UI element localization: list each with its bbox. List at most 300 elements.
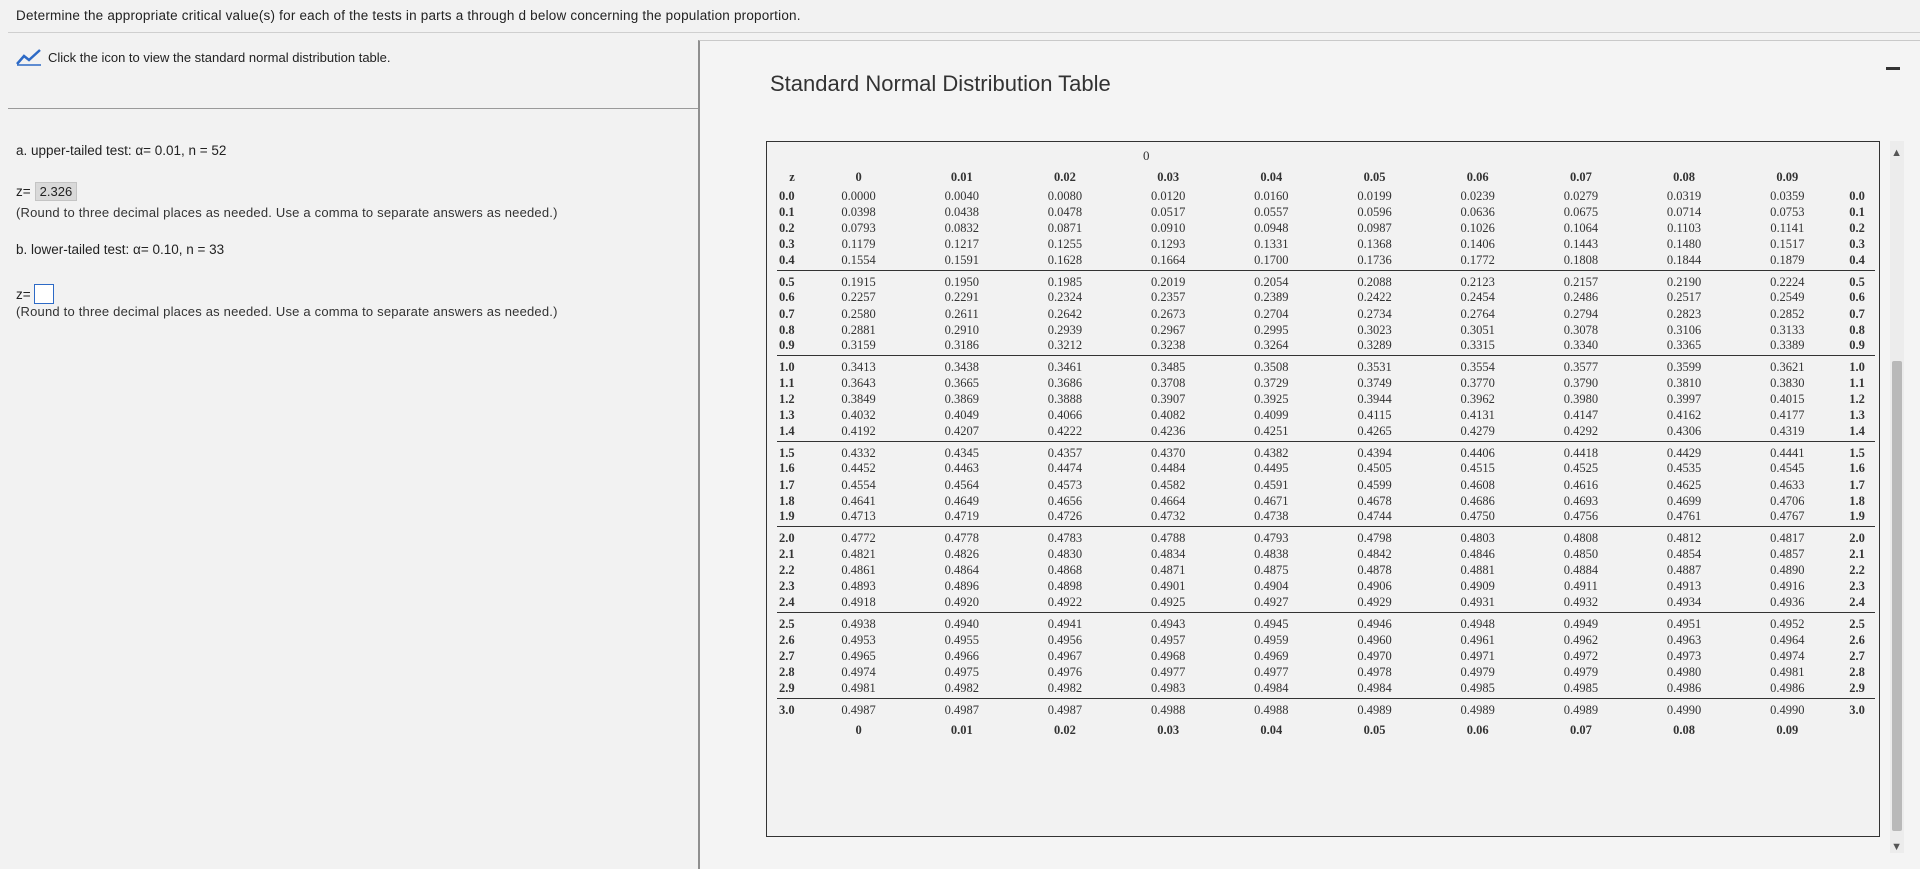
table-row xyxy=(777,204,1875,220)
table-cell: 0.0199 xyxy=(1357,188,1392,203)
table-cell: 0.4974 xyxy=(1770,648,1805,663)
part-a-answer xyxy=(16,182,77,201)
table-cell: 0.1950 xyxy=(944,274,979,289)
table-cell: 0.4608 xyxy=(1460,477,1495,492)
divider xyxy=(8,108,698,109)
table-row xyxy=(777,632,1875,648)
table-cell: 0.4032 xyxy=(841,408,876,423)
row-z-label: 1.0 xyxy=(779,360,795,375)
table-cell: 0.3810 xyxy=(1666,375,1702,390)
column-footer: 0.02 xyxy=(1054,723,1076,738)
table-cell: 0.4978 xyxy=(1357,664,1392,679)
table-cell: 0.4834 xyxy=(1150,547,1186,562)
row-z-label-right: 2.6 xyxy=(1849,632,1865,647)
column-header: 0.07 xyxy=(1569,169,1592,184)
table-cell: 0.0675 xyxy=(1563,204,1599,219)
table-cell: 0.3159 xyxy=(807,338,910,356)
scroll-up-arrow-icon[interactable]: ▲ xyxy=(1891,147,1902,159)
table-cell: 0.4251 xyxy=(1220,424,1323,442)
table-cell: 0.4761 xyxy=(1633,509,1736,527)
table-cell: 0.4938 xyxy=(841,617,876,631)
row-z-label: 0.1 xyxy=(779,204,795,219)
table-cell: 0.2611 xyxy=(944,306,979,321)
table-cell: 0.4706 xyxy=(1770,493,1805,508)
table-cell: 0.2939 xyxy=(1047,322,1083,337)
table-cell: 0.1331 xyxy=(1254,237,1289,252)
table-cell: 0.4864 xyxy=(944,563,979,578)
table-cell: 0.4986 xyxy=(1633,681,1736,699)
part-b-label: b. lower-tailed test: α= 0.10, n = 33 xyxy=(16,242,225,257)
part-a-answer-field[interactable]: 2.326 xyxy=(35,182,78,201)
row-z-label-right: 3.0 xyxy=(1849,702,1865,717)
row-z-label: 0.3 xyxy=(779,237,795,252)
row-z-label-right: 0.9 xyxy=(1839,338,1875,356)
table-cell: 0.4927 xyxy=(1220,595,1323,613)
table-cell: 0.3790 xyxy=(1563,375,1599,390)
table-cell: 0.4896 xyxy=(944,579,979,594)
table-cell: 0.3907 xyxy=(1150,392,1186,407)
row-z-label: 2.6 xyxy=(779,632,795,647)
table-row xyxy=(777,290,1875,306)
table-cell: 0.4484 xyxy=(1150,461,1186,476)
table-cell: 0.3643 xyxy=(841,375,876,390)
table-cell: 0.4963 xyxy=(1666,632,1702,647)
table-cell: 0.3962 xyxy=(1460,392,1495,407)
table-cell: 0.1103 xyxy=(1667,220,1702,235)
row-z-label-right: 0.6 xyxy=(1849,290,1865,305)
table-cell: 0.4452 xyxy=(841,461,876,476)
table-cell: 0.3686 xyxy=(1047,375,1083,390)
table-row xyxy=(777,237,1875,253)
table-cell: 0.4846 xyxy=(1460,547,1495,562)
table-cell: 0.0832 xyxy=(944,220,979,235)
table-cell: 0.0478 xyxy=(1047,204,1083,219)
table-row xyxy=(777,595,1875,613)
table-cell: 0.4973 xyxy=(1666,648,1702,663)
table-cell: 0.4983 xyxy=(1117,681,1220,699)
table-cell: 0.4495 xyxy=(1254,461,1289,476)
table-cell: 0.3531 xyxy=(1357,360,1392,375)
table-cell: 0.2357 xyxy=(1150,290,1186,305)
row-z-label: 1.2 xyxy=(779,392,795,407)
table-cell: 0.3944 xyxy=(1357,392,1392,407)
table-cell: 0.4798 xyxy=(1357,531,1392,546)
table-cell: 0.4982 xyxy=(910,681,1013,699)
table-cell: 0.0279 xyxy=(1563,188,1599,203)
row-z-label: 0.2 xyxy=(779,220,795,235)
table-cell: 0.4515 xyxy=(1460,461,1495,476)
table-cell: 0.4977 xyxy=(1150,664,1186,679)
table-cell: 0.4943 xyxy=(1150,617,1186,631)
table-cell: 0.4441 xyxy=(1770,445,1805,460)
row-z-label: 1.6 xyxy=(779,461,795,476)
table-cell: 0.4535 xyxy=(1666,461,1702,476)
row-z-label-right: 0.0 xyxy=(1849,188,1865,203)
table-cell: 0.0910 xyxy=(1150,220,1186,235)
view-table-link-text[interactable]: Click the icon to view the standard normal distribution table. xyxy=(48,49,391,65)
table-cell: 0.4913 xyxy=(1666,579,1702,594)
table-cell: 0.2852 xyxy=(1770,306,1805,321)
table-cell: 0.3438 xyxy=(944,360,979,375)
table-cell: 0.4931 xyxy=(1426,595,1529,613)
table-cell: 0.3051 xyxy=(1460,322,1495,337)
table-cell: 0.4554 xyxy=(841,477,876,492)
table-cell: 0.0160 xyxy=(1254,188,1289,203)
row-z-label-right: 1.5 xyxy=(1849,445,1865,460)
table-cell: 0.4920 xyxy=(910,595,1013,613)
table-cell: 0.4678 xyxy=(1357,493,1392,508)
table-cell: 0.0871 xyxy=(1047,220,1083,235)
row-z-label-right: 1.6 xyxy=(1849,461,1865,476)
table-row xyxy=(777,681,1875,699)
row-z-label: 2.3 xyxy=(779,579,795,594)
table-row xyxy=(777,306,1875,322)
table-cell: 0.4893 xyxy=(841,579,876,594)
z-table-header xyxy=(777,166,1875,188)
table-cell: 0.4207 xyxy=(910,424,1013,442)
table-cell: 0.2054 xyxy=(1254,274,1289,289)
table-cell: 0.4989 xyxy=(1357,702,1392,717)
table-cell: 0.4906 xyxy=(1357,579,1392,594)
table-cell: 0.4916 xyxy=(1770,579,1805,594)
table-row xyxy=(777,253,1875,271)
table-cell: 0.4945 xyxy=(1254,617,1289,631)
table-cell: 0.4744 xyxy=(1323,509,1426,527)
table-cell: 0.3577 xyxy=(1563,360,1599,375)
table-row xyxy=(777,527,1875,547)
row-z-label-right: 0.4 xyxy=(1839,253,1875,271)
table-cell: 0.4909 xyxy=(1460,579,1495,594)
part-b-answer-input[interactable] xyxy=(34,284,54,304)
table-cell: 0.4406 xyxy=(1460,445,1495,460)
table-row xyxy=(777,698,1875,718)
table-cell: 0.4738 xyxy=(1220,509,1323,527)
table-cell: 0.4803 xyxy=(1460,531,1495,546)
table-row xyxy=(777,322,1875,338)
table-cell: 0.0438 xyxy=(944,204,979,219)
table-cell: 0.2967 xyxy=(1150,322,1186,337)
table-cell: 0.1591 xyxy=(910,253,1013,271)
table-cell: 0.2673 xyxy=(1150,306,1186,321)
table-cell: 0.1628 xyxy=(1013,253,1116,271)
table-cell: 0.4941 xyxy=(1047,617,1083,631)
row-z-label-right: 2.8 xyxy=(1849,664,1865,679)
table-cell: 0.4981 xyxy=(1770,664,1805,679)
table-cell: 0.4177 xyxy=(1770,408,1805,423)
table-cell: 0.3133 xyxy=(1770,322,1805,337)
table-cell: 0.4946 xyxy=(1357,617,1392,631)
table-cell: 0.4989 xyxy=(1460,702,1495,717)
table-cell: 0.3665 xyxy=(944,375,979,390)
table-cell: 0.4957 xyxy=(1150,632,1186,647)
row-z-label: 2.5 xyxy=(779,617,795,631)
table-cell: 0.4987 xyxy=(944,702,979,717)
column-footer: 0 xyxy=(855,723,862,738)
table-cell: 0.3997 xyxy=(1666,392,1702,407)
table-cell: 0.0793 xyxy=(841,220,876,235)
table-row xyxy=(777,579,1875,595)
table-cell: 0.4850 xyxy=(1563,547,1599,562)
table-cell: 0.2910 xyxy=(944,322,979,337)
table-cell: 0.0517 xyxy=(1150,204,1186,219)
row-z-label-right: 1.7 xyxy=(1849,477,1865,492)
column-footer: 0.01 xyxy=(950,723,973,738)
scroll-down-arrow-icon[interactable]: ▼ xyxy=(1891,841,1902,853)
table-cell: 0.4382 xyxy=(1254,445,1289,460)
table-cell: 0.2019 xyxy=(1150,274,1186,289)
view-table-link[interactable] xyxy=(16,48,391,66)
table-row xyxy=(777,563,1875,579)
table-cell: 0.1480 xyxy=(1666,237,1702,252)
table-cell: 0.3264 xyxy=(1220,338,1323,356)
column-header: 0.08 xyxy=(1673,169,1696,184)
table-cell: 0.2190 xyxy=(1666,274,1702,289)
minimize-button[interactable] xyxy=(1886,67,1900,70)
table-cell: 0.1368 xyxy=(1357,237,1392,252)
table-cell: 0.4582 xyxy=(1150,477,1186,492)
dialog-title: Standard Normal Distribution Table xyxy=(770,71,1111,96)
table-cell: 0.4971 xyxy=(1460,648,1495,663)
table-cell: 0.4940 xyxy=(944,617,979,631)
table-cell: 0.3869 xyxy=(944,392,979,407)
table-cell: 0.4842 xyxy=(1357,547,1392,562)
table-cell: 0.2157 xyxy=(1563,274,1599,289)
table-cell: 0.4292 xyxy=(1529,424,1632,442)
row-z-label-right: 0.2 xyxy=(1849,220,1865,235)
part-b-note: (Round to three decimal places as needed. Use a comma to separate answers as needed.) xyxy=(16,304,558,319)
column-header-spacer xyxy=(1839,166,1875,188)
table-cell: 0.0398 xyxy=(841,204,876,219)
row-z-label-right: 1.3 xyxy=(1849,408,1865,423)
table-cell: 0.4901 xyxy=(1150,579,1186,594)
column-footer: 0.03 xyxy=(1157,723,1180,738)
table-cell: 0.4147 xyxy=(1563,408,1599,423)
table-cell: 0.4545 xyxy=(1770,461,1805,476)
table-cell: 0.1772 xyxy=(1426,253,1529,271)
row-z-label-right: 1.0 xyxy=(1849,360,1865,375)
table-cell: 0.4959 xyxy=(1254,632,1289,647)
column-header: 0.02 xyxy=(1054,169,1076,184)
table-cell: 0.4974 xyxy=(841,664,876,679)
table-row xyxy=(777,375,1875,391)
table-cell: 0.4980 xyxy=(1666,664,1702,679)
row-z-label: 2.7 xyxy=(779,648,795,663)
table-cell: 0.4332 xyxy=(841,445,876,460)
table-cell: 0.4222 xyxy=(1013,424,1116,442)
table-cell: 0.3389 xyxy=(1736,338,1839,356)
diagram-zero-label: 0 xyxy=(1143,148,1150,163)
table-cell: 0.2734 xyxy=(1357,306,1392,321)
table-cell: 0.4236 xyxy=(1117,424,1220,442)
table-cell: 0.2995 xyxy=(1254,322,1289,337)
table-cell: 0.4625 xyxy=(1666,477,1702,492)
table-cell: 0.4418 xyxy=(1563,445,1599,460)
table-cell: 0.3554 xyxy=(1460,360,1495,375)
table-cell: 0.4525 xyxy=(1563,461,1599,476)
table-cell: 0.1879 xyxy=(1736,253,1839,271)
table-cell: 0.4936 xyxy=(1736,595,1839,613)
table-row xyxy=(777,338,1875,356)
table-row xyxy=(777,493,1875,509)
column-header: 0.05 xyxy=(1363,169,1386,184)
row-z-label: 0.4 xyxy=(777,253,807,271)
table-cell: 0.4599 xyxy=(1357,477,1392,492)
row-z-label: 1.4 xyxy=(777,424,807,442)
table-cell: 0.4898 xyxy=(1047,579,1083,594)
table-cell: 0.4962 xyxy=(1563,632,1599,647)
table-cell: 0.3849 xyxy=(841,392,876,407)
row-z-label: 2.0 xyxy=(779,531,795,546)
table-cell: 0.2580 xyxy=(841,306,876,321)
table-cell: 0.1808 xyxy=(1529,253,1632,271)
table-cell: 0.4932 xyxy=(1529,595,1632,613)
table-cell: 0.4778 xyxy=(944,531,979,546)
row-z-label: 1.5 xyxy=(779,445,795,460)
table-cell: 0.4878 xyxy=(1357,563,1392,578)
table-cell: 0.4066 xyxy=(1047,408,1083,423)
table-cell: 0.4965 xyxy=(841,648,876,663)
table-cell: 0.2823 xyxy=(1666,306,1702,321)
table-cell: 0.2389 xyxy=(1254,290,1289,305)
table-cell: 0.4956 xyxy=(1047,632,1083,647)
row-z-label-right: 2.5 xyxy=(1849,617,1865,631)
table-cell: 0.4713 xyxy=(807,509,910,527)
z-corner-header: z xyxy=(789,169,795,184)
row-z-label: 2.9 xyxy=(777,681,807,699)
table-cell: 0.4969 xyxy=(1254,648,1289,663)
table-cell: 0.1915 xyxy=(841,274,876,289)
column-header: 0.09 xyxy=(1776,169,1799,184)
chart-line-icon[interactable] xyxy=(16,48,42,66)
table-cell: 0.2704 xyxy=(1254,306,1289,321)
footer-spacer xyxy=(1839,718,1875,744)
table-cell: 0.2422 xyxy=(1357,290,1392,305)
table-row xyxy=(777,664,1875,680)
table-cell: 0.1443 xyxy=(1563,237,1599,252)
table-cell: 0.4953 xyxy=(841,632,876,647)
table-cell: 0.0636 xyxy=(1460,204,1495,219)
table-cell: 0.4871 xyxy=(1150,563,1186,578)
row-z-label-right: 1.8 xyxy=(1849,493,1865,508)
table-row xyxy=(777,408,1875,424)
table-cell: 0.4756 xyxy=(1529,509,1632,527)
part-a-note: (Round to three decimal places as needed. Use a comma to separate answers as needed.) xyxy=(16,205,558,220)
column-header: 0.06 xyxy=(1466,169,1489,184)
table-row xyxy=(777,188,1875,204)
row-z-label-right: 0.1 xyxy=(1849,204,1865,219)
normal-table-frame xyxy=(766,141,1880,837)
table-cell: 0.4984 xyxy=(1220,681,1323,699)
row-z-label-right: 1.1 xyxy=(1849,375,1865,390)
table-cell: 0.4649 xyxy=(944,493,979,508)
row-z-label-right: 1.2 xyxy=(1849,392,1865,407)
table-cell: 0.3023 xyxy=(1357,322,1392,337)
table-cell: 0.0359 xyxy=(1770,188,1805,203)
scrollbar-thumb[interactable] xyxy=(1892,361,1902,831)
table-cell: 0.0714 xyxy=(1666,204,1702,219)
table-cell: 0.4881 xyxy=(1460,563,1495,578)
column-footer: 0.06 xyxy=(1466,723,1489,738)
part-a-answer-prefix: z= xyxy=(16,184,31,199)
table-cell: 0.1026 xyxy=(1460,220,1495,235)
table-cell: 0.2257 xyxy=(841,290,876,305)
table-cell: 0.4505 xyxy=(1357,461,1392,476)
table-cell: 0.3980 xyxy=(1563,392,1599,407)
table-cell: 0.3508 xyxy=(1254,360,1289,375)
table-cell: 0.4975 xyxy=(944,664,979,679)
table-cell: 0.4966 xyxy=(944,648,979,663)
table-cell: 0.1985 xyxy=(1047,274,1083,289)
column-header: 0.03 xyxy=(1157,169,1180,184)
table-cell: 0.4817 xyxy=(1770,531,1805,546)
table-cell: 0.0120 xyxy=(1150,188,1186,203)
row-z-label: 1.9 xyxy=(777,509,807,527)
table-cell: 0.4306 xyxy=(1633,424,1736,442)
table-cell: 0.4767 xyxy=(1736,509,1839,527)
table-cell: 0.4099 xyxy=(1254,408,1289,423)
table-cell: 0.1664 xyxy=(1117,253,1220,271)
table-cell: 0.4929 xyxy=(1323,595,1426,613)
table-cell: 0.2549 xyxy=(1770,290,1805,305)
table-cell: 0.2642 xyxy=(1047,306,1083,321)
table-cell: 0.4616 xyxy=(1563,477,1599,492)
table-cell: 0.0319 xyxy=(1666,188,1702,203)
table-cell: 0.4082 xyxy=(1150,408,1186,423)
row-z-label-right: 2.7 xyxy=(1849,648,1865,663)
row-z-label: 3.0 xyxy=(779,702,795,717)
column-footer: 0.05 xyxy=(1363,723,1386,738)
table-cell: 0.4812 xyxy=(1666,531,1702,546)
table-cell: 0.4949 xyxy=(1563,617,1599,631)
table-cell: 0.4904 xyxy=(1254,579,1289,594)
table-cell: 0.2324 xyxy=(1047,290,1083,305)
column-header: 0 xyxy=(855,169,862,184)
table-cell: 0.1255 xyxy=(1047,237,1083,252)
table-cell: 0.3485 xyxy=(1150,360,1186,375)
table-cell: 0.4115 xyxy=(1357,408,1392,423)
table-cell: 0.4979 xyxy=(1460,664,1495,679)
table-cell: 0.1064 xyxy=(1563,220,1599,235)
table-cell: 0.0000 xyxy=(841,188,876,203)
table-cell: 0.4131 xyxy=(1460,408,1495,423)
row-z-label-right: 2.2 xyxy=(1849,563,1865,578)
table-cell: 0.0040 xyxy=(944,188,979,203)
table-cell: 0.4750 xyxy=(1426,509,1529,527)
table-cell: 0.4857 xyxy=(1770,547,1805,562)
table-cell: 0.2794 xyxy=(1563,306,1599,321)
row-z-label: 2.4 xyxy=(777,595,807,613)
table-cell: 0.3289 xyxy=(1323,338,1426,356)
part-b-answer-prefix: z= xyxy=(16,286,31,302)
row-z-label-right: 0.3 xyxy=(1849,237,1865,252)
table-cell: 0.4868 xyxy=(1047,563,1083,578)
z-table xyxy=(777,166,1875,744)
table-cell: 0.2764 xyxy=(1460,306,1495,321)
table-cell: 0.4875 xyxy=(1254,563,1289,578)
table-cell: 0.3212 xyxy=(1013,338,1116,356)
table-cell: 0.4890 xyxy=(1770,563,1805,578)
table-cell: 0.4960 xyxy=(1357,632,1392,647)
table-cell: 0.4887 xyxy=(1666,563,1702,578)
row-z-label: 0.5 xyxy=(779,274,795,289)
table-cell: 0.4463 xyxy=(944,461,979,476)
table-cell: 0.4985 xyxy=(1426,681,1529,699)
row-z-label-right: 2.9 xyxy=(1839,681,1875,699)
question-text: Determine the appropriate critical value(s) for each of the tests in parts a through d below concerning the population proportion. xyxy=(16,8,801,23)
table-cell: 0.4984 xyxy=(1323,681,1426,699)
table-cell: 0.4656 xyxy=(1047,493,1083,508)
table-cell: 0.0557 xyxy=(1254,204,1289,219)
